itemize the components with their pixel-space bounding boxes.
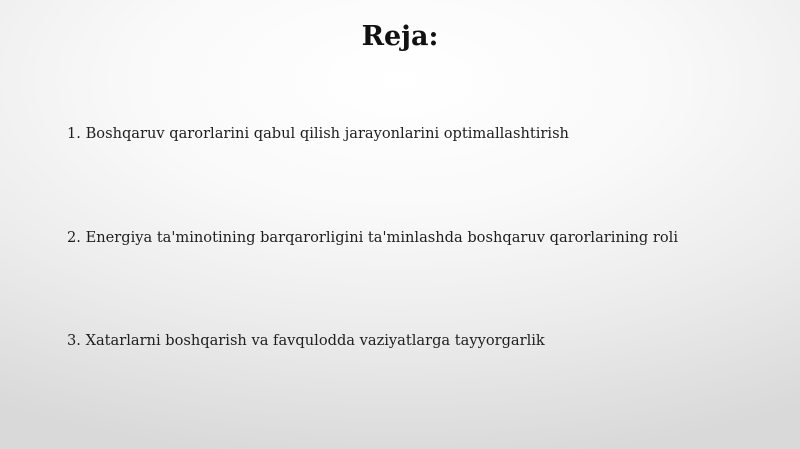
plan-item-3: 3. Xatarlarni boshqarish va favqulodda vaziyatlarga tayyorgarlik [67,332,545,349]
slide-title: Reja: [361,21,439,52]
plan-item-2: 2. Energiya ta'minotining barqarorligini ta'minlashda boshqaruv qarorlarining roli [67,229,678,246]
plan-item-1: 1. Boshqaruv qarorlarini qabul qilish jarayonlarini optimallashtirish [67,125,569,142]
